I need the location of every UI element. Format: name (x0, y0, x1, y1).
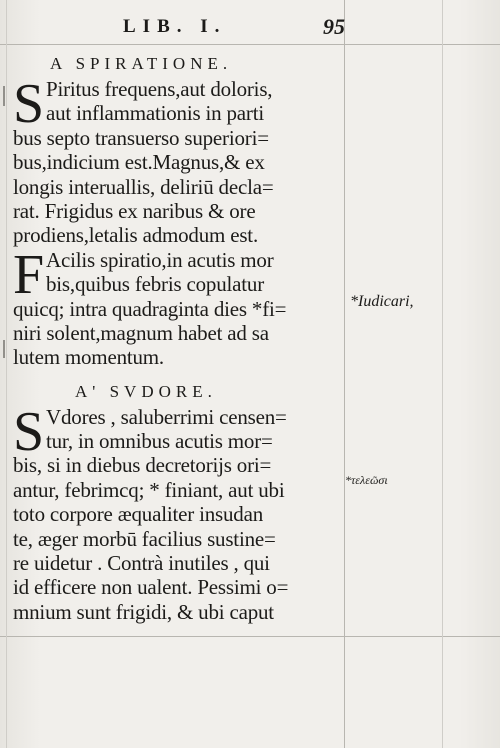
text-line: niri solent,magnum habet ad sa (13, 320, 269, 345)
text-line: Acilis spiratio,in acutis mor (46, 247, 274, 272)
drop-capital: S (13, 73, 45, 135)
page-header (0, 12, 345, 42)
text-line: Piritus frequens,aut doloris, (46, 77, 273, 101)
text-line: bus,indicium est.Magnus,& ex (13, 150, 265, 175)
text-line: bus septo transuerso superiori= (13, 125, 269, 150)
text-line: antur, febrimcq; * finiant, aut ubi (13, 477, 285, 502)
text-line: prodiens,letalis admodum est. (13, 223, 258, 248)
drop-capital: F (13, 243, 45, 306)
text-line: tur, in omnibus acutis mor= (46, 429, 273, 454)
marginal-note-iudicari: *Iudicari, (350, 293, 414, 310)
text-line: Vdores , saluberrimi censen= (46, 404, 287, 429)
text-line: lutem momentum. (13, 345, 164, 370)
main-text (13, 50, 343, 624)
text-line: rat. Frigidus ex naribus & ore (13, 198, 256, 223)
text-line: id efficere non ualent. Pessimi o= (13, 575, 289, 600)
marginal-note-greek: *τελεῶσι (345, 473, 388, 487)
section-heading-sudore: A' SVDORE. (75, 381, 217, 401)
footer-rule (0, 636, 500, 637)
text-line: re uidetur . Contrà inutiles , qui (13, 551, 270, 576)
text-line: bis,quibus febris copulatur (46, 272, 264, 297)
section-heading-spiratione: A SPIRATIONE. (50, 54, 233, 73)
text-line: te, æger morbū facilius sustine= (13, 526, 276, 551)
text-line: aut inflammationis in parti (46, 101, 264, 126)
page-number: 95 (323, 14, 345, 39)
text-line: mnium sunt frigidi, & ubi caput (13, 599, 274, 624)
paragraph-spiritus (13, 73, 343, 248)
margin-rule (344, 0, 345, 748)
text-line: bis, si in diebus decretorijs ori= (13, 453, 272, 478)
drop-capital: S (13, 400, 45, 463)
header-rule (0, 44, 500, 45)
margin-stain (3, 86, 5, 106)
outer-margin-rule (442, 0, 443, 748)
paragraph-sudores (13, 400, 343, 625)
running-head: LIB. I. (123, 16, 227, 37)
text-line: longis interuallis, deliriū decla= (13, 174, 274, 199)
text-line: quicq; intra quadraginta dies *fi= (13, 296, 287, 321)
margin-stain (3, 340, 5, 358)
text-line: toto corpore æqualiter insudan (13, 502, 264, 527)
paragraph-facilis (13, 243, 343, 370)
inner-margin-rule (6, 0, 7, 748)
